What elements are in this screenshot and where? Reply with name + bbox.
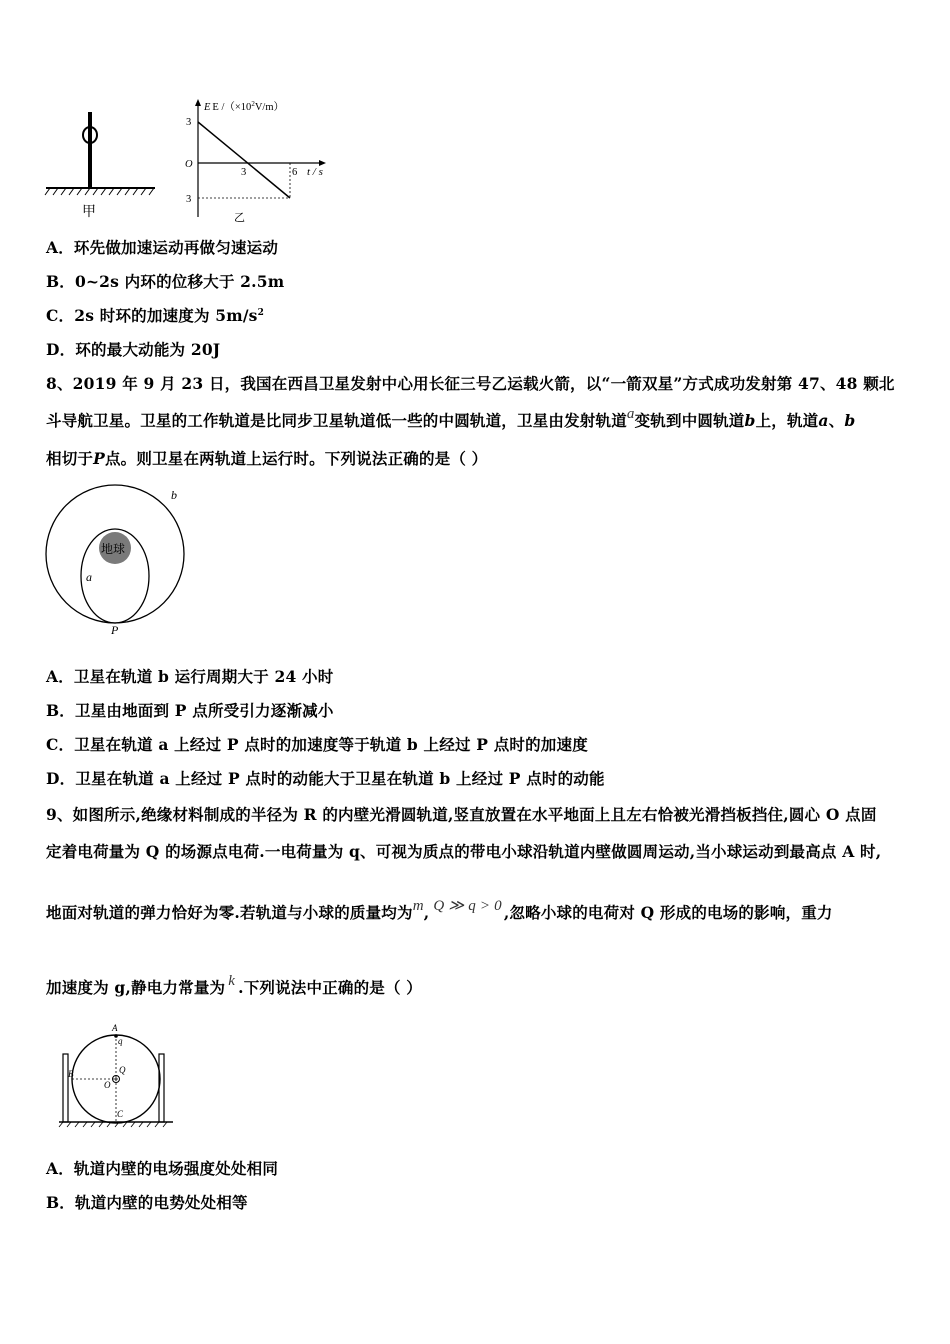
axis-x-label: t / s (307, 166, 323, 178)
figure-jia (40, 100, 160, 225)
q8-line3-part2: 点。则卫星在两轨道上运行时。下列说法正确的是（ ） (104, 449, 488, 468)
q8-line2-part2: 变轨到中圆轨道 (634, 411, 745, 430)
q7-option-c-sup: 2 (257, 307, 265, 318)
track-label-c: C (117, 1109, 124, 1119)
q9-option-b: B．轨道内壁的电势处处相等 (46, 1193, 248, 1212)
figure-track (55, 1020, 180, 1135)
q9-charge-relation: Q ≫ q > 0 (433, 898, 502, 914)
q8-orbit-a-math: a (626, 406, 635, 422)
q9-stem-line3 (46, 898, 833, 923)
q7-option-d: D．环的最大动能为 20J (46, 340, 221, 359)
track-label-big-q: Q (119, 1065, 126, 1075)
fig-yi-label: 乙 (234, 211, 245, 224)
q8-line2-b: b (744, 411, 756, 430)
q8-line2-sep: 、 (828, 411, 845, 430)
q8-option-d: D．卫星在轨道 a 上经过 P 点时的动能大于卫星在轨道 b 上经过 P 点时的动能 (46, 769, 605, 788)
q9-mass-m: m (412, 898, 424, 914)
figure-orbits (40, 478, 200, 638)
fig-jia-label: 甲 (82, 204, 96, 220)
q8-line2-a2: a (818, 411, 829, 430)
q9-stem-line4 (46, 973, 422, 998)
q8-line2-part1: 斗导航卫星。卫星的工作轨道是比同步卫星轨道低一些的中圆轨道，卫星由发射轨道 (46, 411, 627, 430)
q8-option-c: C．卫星在轨道 a 上经过 P 点时的加速度等于轨道 b 上经过 P 点时的加速度 (46, 735, 588, 754)
q8-line3-part1: 相切于 (46, 449, 94, 468)
q7-option-c-text: C．2s 时环的加速度为 5m/s (46, 306, 258, 325)
q9-option-a: A．轨道内壁的电场强度处处相同 (46, 1159, 279, 1178)
orbit-b-label: b (171, 488, 177, 502)
q7-option-b: B．0~2s 内环的位移大于 2.5m (46, 272, 285, 291)
tick-x6: 6 (292, 167, 298, 178)
track-label-a: A (112, 1023, 118, 1033)
q8-line2-part3: 上，轨道 (755, 411, 819, 430)
axis-y-unit: V/m） (254, 102, 284, 113)
q9-line3-part2: ,忽略小球的电荷对 Q 形成的电场的影响，重力 (503, 903, 833, 922)
q9-line3-comma: , (423, 903, 430, 922)
earth-label: 地球 (101, 542, 126, 556)
axis-y-exp: 2 (251, 100, 255, 108)
q9-constant-k: k (228, 973, 236, 989)
q7-option-a: A．环先做加速运动再做匀速运动 (46, 238, 279, 257)
figure-yi-graph (180, 95, 340, 225)
q9-line4-part1: 加速度为 g,静电力常量为 (46, 978, 226, 997)
point-p-label: P (111, 623, 119, 637)
q9-stem-line2: 定着电荷量为 Q 的场源点电荷.一电荷量为 q、可视为质点的带电小球沿轨道内壁做圆周运动,当小球运动到最高点 A 时, (46, 842, 882, 861)
q9-line3-part1: 地面对轨道的弹力恰好为零.若轨道与小球的质量均为 (46, 903, 413, 922)
track-label-o: O (104, 1080, 111, 1090)
q7-option-c (46, 304, 264, 326)
field-line (198, 122, 290, 198)
q8-option-b: B．卫星由地面到 P 点所受引力逐渐减小 (46, 701, 334, 720)
tick-bottom: 3 (186, 194, 192, 205)
q9-line4-part2: .下列说法中正确的是（ ） (238, 978, 422, 997)
q8-stem-line1: 8、2019 年 9 月 23 日，我国在西昌卫星发射中心用长征三号乙运载火箭，以“一箭双星”方式成功发射第 47、48 颗北 (46, 374, 895, 393)
svg-text:EE /（×102V/m）: E E $/(\times 10^2V/m)$ (204, 100, 284, 113)
q8-line3-p: P (93, 449, 105, 468)
tick-origin: O (185, 159, 193, 170)
q8-option-a: A．卫星在轨道 b 运行周期大于 24 小时 (46, 667, 334, 686)
q9-stem-line1: 9、如图所示,绝缘材料制成的半径为 R 的内壁光滑圆轨道,竖直放置在水平地面上且左右恰被光滑挡板挡住,圆心 O 点固 (46, 805, 877, 824)
orbit-a-label: a (86, 570, 92, 584)
axis-y-label: E /（×10 (212, 102, 252, 113)
track-label-q: q (118, 1036, 123, 1046)
tick-x3: 3 (241, 167, 247, 178)
q8-line2-b2: b (844, 411, 856, 430)
q8-stem-line3 (46, 447, 487, 469)
q8-stem-line2 (46, 406, 856, 431)
track-label-b: B (68, 1069, 74, 1079)
tick-top: 3 (186, 117, 192, 128)
